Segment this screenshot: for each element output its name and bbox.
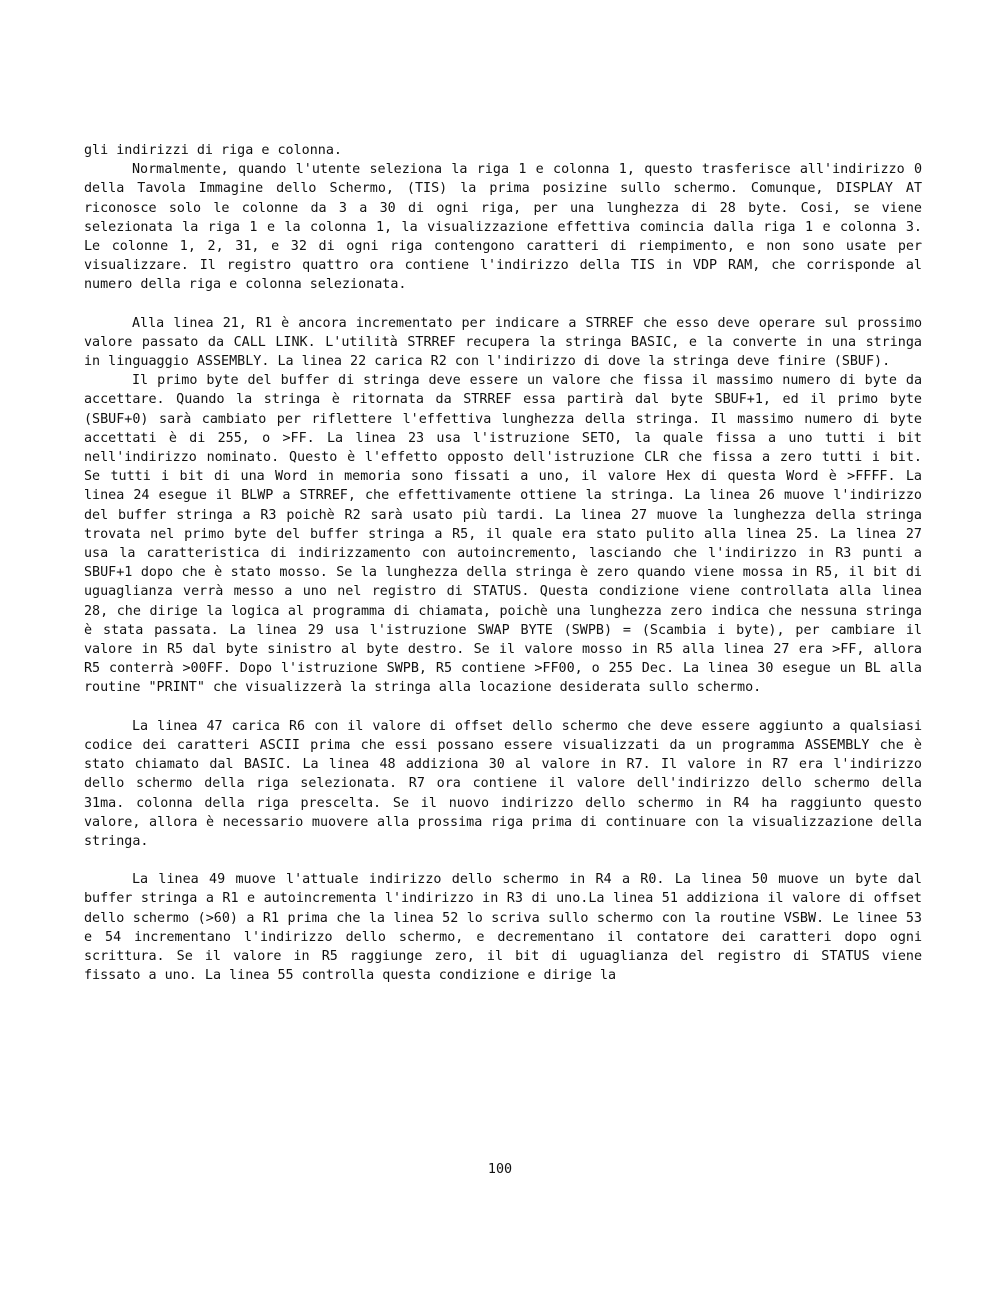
page-number: 100	[487, 1162, 513, 1177]
paragraph-continuation: gli indirizzi di riga e colonna.	[84, 143, 342, 158]
paragraph-screen-offset: La linea 47 carica R6 con il valore di offset dello schermo che deve essere aggiunto a qualsiasi codice dei caratteri ASCII prima che essi possano essere visualizzati da un programma ASSEMBLY che è stato chiamato dal BASIC. La linea 48 addiziona 30 al valore in R7. Il valore in R7 era l'indirizzo dello schermo della riga selezionata. R7 ora contiene il valore dell'indirizzo dello schermo della 31ma. colonna della riga prescelta. Se il nuovo indirizzo dello schermo in R4 ha raggiunto questo valore, allora è necessario muovere alla prossima riga prima di continuare con la visualizzazione della stringa.	[84, 718, 922, 849]
paragraph-display-at: Normalmente, quando l'utente seleziona la riga 1 e colonna 1, questo trasferisce all'indirizzo 0 della Tavola Immagine dello Schermo, (TIS) la prima posizine sullo schermo. Comunque, DISPLAY AT riconosce solo le colonne da 3 a 30 di ogni riga, per una lunghezza di 28 byte. Cosi, se viene selezionata la riga 1 e la colonna 1, la visualizzazione effettiva comincia dalla riga 1 e colonna 3. Le colonne 1, 2, 31, e 32 di ogni riga contengono caratteri di riempimento, e non sono usate per visualizzare. Il registro quattro ora contiene l'indirizzo della TIS in VDP RAM, che corrisponde al numero della riga e colonna selezionata.	[84, 162, 922, 293]
paragraph-vsbw: La linea 49 muove l'attuale indirizzo dello schermo in R4 a R0. La linea 50 muove un byte dal buffer stringa a R1 e autoincrementa l'indirizzo in R3 di uno.La linea 51 addiziona il valore di offset dello schermo (>60) a R1 prima che la linea 52 lo scriva sullo schermo con la routine VSBW. Le linee 53 e 54 incrementano l'indirizzo dello schermo, e decrementano il contatore dei caratteri dopo ogni scrittura. Se il valore in R5 raggiunge zero, il bit di uguaglianza del registro di STATUS viene fissato a uno. La linea 55 controlla questa condizione e dirige la	[84, 872, 922, 984]
document-body	[84, 141, 922, 985]
paragraph-string-buffer: Il primo byte del buffer di stringa deve essere un valore che fissa il massimo numero di byte da accettare. Quando la stringa è ritornata da STRREF essa partirà dal byte SBUF+1, ed il primo byte (SBUF+0) sarà cambiato per riflettere l'effettiva lunghezza della stringa. Il massimo numero di byte accettati è di 255, o >FF. La linea 23 usa l'istruzione SETO, la quale fissa a uno tutti i bit nell'indirizzo nominato. Questo è l'effetto opposto dell'istruzione CLR che fissa a zero tutti i bit. Se tutti i bit di una Word in memoria sono fissati a uno, il valore Hex di questa Word è >FFFF. La linea 24 esegue il BLWP a STRREF, che effettivamente ottiene la stringa. La linea 26 muove l'indirizzo del buffer stringa a R3 poichè R2 sarà usato più tardi. La linea 27 muove la lunghezza della stringa trovata nel primo byte del buffer stringa a R5, il quale era stato pulito alla linea 25. La linea 27 usa la caratteristica di indirizzamento con autoincremento, lasciando che l'indirizzo in R3 punti a SBUF+1 dopo che è stato mosso. Se la lunghezza della stringa è zero quando viene mossa in R5, il bit di uguaglianza verrà messo a uno nel registro di STATUS. Questa condizione viene controllata alla linea 28, che dirige la logica al programma di chiamata, poichè una lunghezza zero indica che nessuna stringa è stata passata. La linea 29 usa l'istruzione SWAP BYTE (SWPB) = (Scambia i byte), per cambiare il valore in R5 dal byte sinistro al byte destro. Se il valore mosso in R5 alla linea 27 era >FF, allora R5 conterrà >00FF. Dopo l'istruzione SWPB, R5 contiene >FF00, o 255 Dec. La linea 30 esegue un BL alla routine "PRINT" che visualizzerà la stringa alla locazione desiderata sullo schermo.	[84, 373, 922, 696]
paragraph-strref: Alla linea 21, R1 è ancora incrementato per indicare a STRREF che esso deve operare sul prossimo valore passato da CALL LINK. L'utilità STRREF recupera la stringa BASIC, e la converte in una stringa in linguaggio ASSEMBLY. La linea 22 carica R2 con l'indirizzo di dove la stringa deve finire (SBUF).	[84, 315, 922, 370]
